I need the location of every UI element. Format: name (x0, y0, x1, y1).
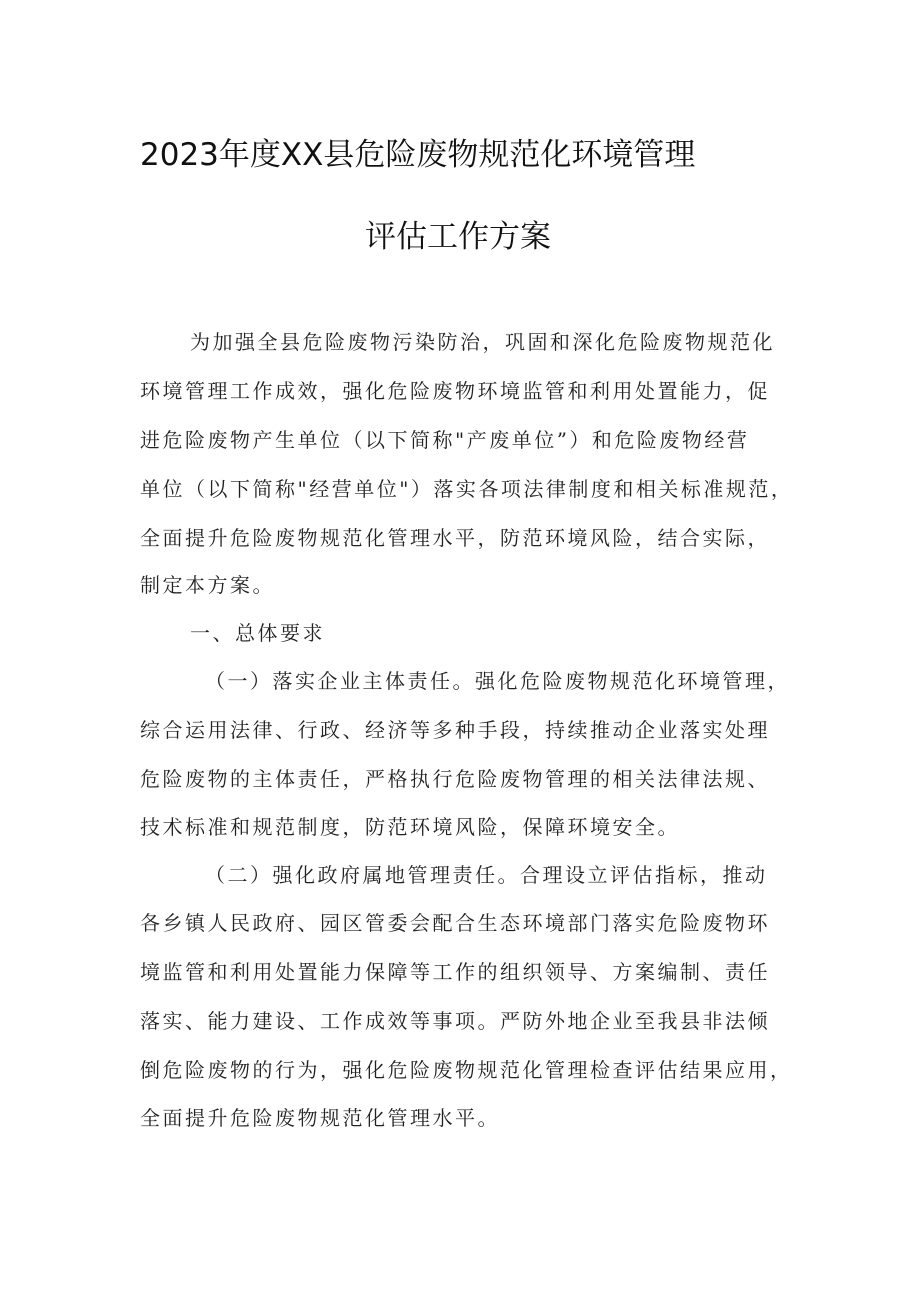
section-heading: 一、总体要求 (190, 621, 325, 645)
item1-line: 技术标准和规范制度，防范环境风险，保障环境安全。 (140, 815, 680, 839)
item1-line: （一）落实企业主体责任。强化危险废物规范化环境管理， (205, 669, 790, 693)
item2-line: 全面提升危险废物规范化管理水平。 (140, 1106, 500, 1130)
intro-line: 为加强全县危险废物污染防治，巩固和深化危险废物规范化 (190, 330, 775, 354)
intro-line: 制定本方案。 (140, 573, 275, 597)
item2-line: 各乡镇人民政府、园区管委会配合生态环境部门落实危险废物环 (140, 911, 770, 935)
item2-line: 倒危险废物的行为，强化危险废物规范化管理检查评估结果应用， (140, 1058, 793, 1082)
item2-line: （二）强化政府属地管理责任。合理设立评估指标，推动 (205, 863, 768, 887)
item1-line: 危险废物的主体责任，严格执行危险废物管理的相关法律法规、 (140, 767, 770, 791)
intro-line: 单位（以下简称"经营单位"）落实各项法律制度和相关标准规范， (140, 477, 794, 501)
document-title-line-2: 评估工作方案 (365, 219, 551, 255)
item1-line: 综合运用法律、行政、经济等多种手段，持续推动企业落实处理 (140, 718, 770, 742)
intro-line: 环境管理工作成效，强化危险废物环境监管和利用处置能力，促 (140, 379, 770, 403)
document-title-line-1: 2023年度XX县危险废物规范化环境管理 (140, 137, 696, 173)
item2-line: 落实、能力建设、工作成效等事项。严防外地企业至我县非法倾 (140, 1009, 770, 1033)
item2-line: 境监管和利用处置能力保障等工作的组织领导、方案编制、责任 (140, 960, 770, 984)
intro-line: 全面提升危险废物规范化管理水平，防范环境风险，结合实际， (140, 526, 770, 550)
intro-line: 进危险废物产生单位（以下简称"产废单位”）和危险废物经营 (140, 428, 750, 452)
